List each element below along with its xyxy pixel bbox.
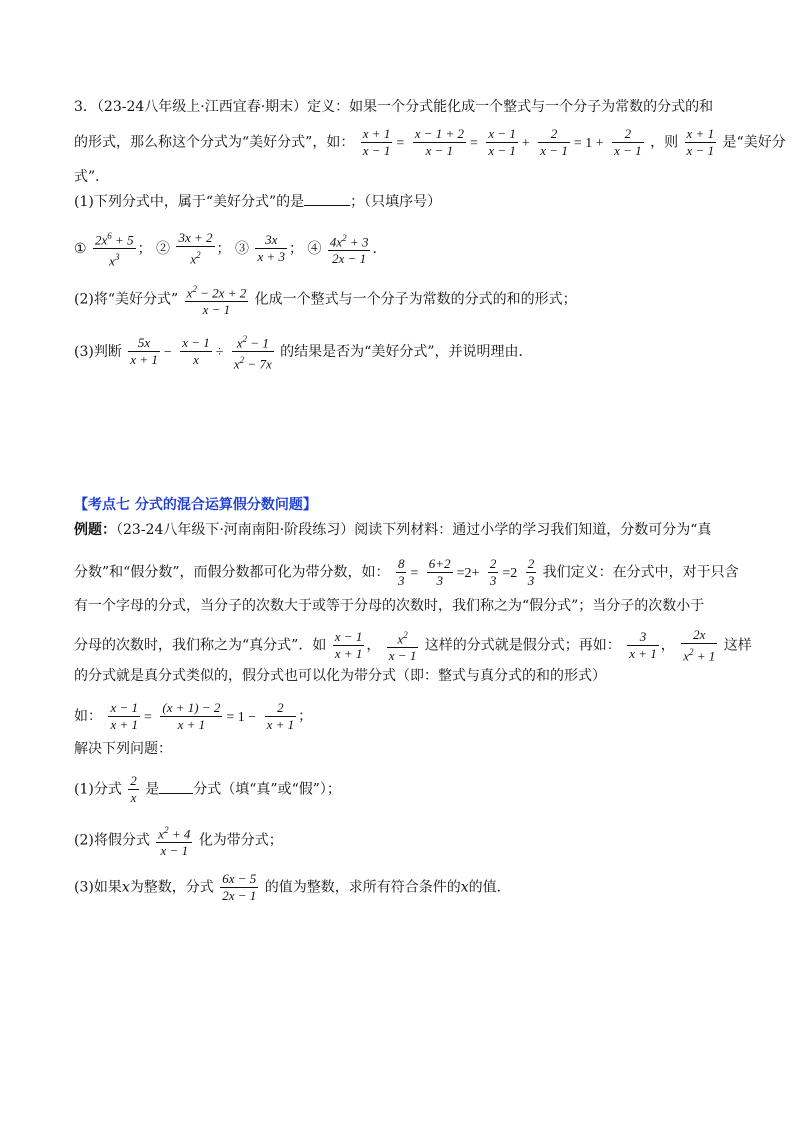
example-text: 我们定义：在分式中，对于只含 — [542, 564, 739, 581]
fraction: $\frac{2}{3}$ — [489, 556, 497, 588]
variable-x: x — [121, 879, 130, 896]
q3-part1 — [74, 193, 441, 211]
part1-text: 是 — [145, 781, 160, 798]
q3-part1-text: (1)下列分式中，属于“美好分式”的是 — [74, 194, 305, 210]
fraction: $\frac{3x}{x + 3}$ — [257, 232, 285, 265]
part3-text: (3)如果 — [74, 879, 122, 896]
example-text: ； — [298, 708, 313, 725]
fraction: $\frac{3}{x + 1}$ — [629, 629, 657, 662]
example-line6: 如： $\frac{x - 1}{x + 1}$ = $\frac{(x + 1) - 2}{x + 1}$ = 1 − $\frac{2}{x + 1}$ ； — [74, 700, 313, 732]
part3-text: 的值为整数，求所有符合条件的 — [264, 879, 461, 896]
q3-part1-text: ；（只填序号） — [350, 194, 442, 210]
q3-line2: 的形式，那么称这个分式为“美好分式”，如： $\frac{x + 1}{x - 1}$ = $\frac{x - 1 + 2}{x - 1}$ = $\frac{x - 1}{x - 1}$ + $\frac{2}{x - 1}$ = 1 + $\frac{2}{x - 1}$ ，则 $\frac{x + 1}{x - 1}$ 是“美好分 — [74, 126, 786, 158]
q3-intro: 3．（23-24八年级上·江西宜春·期末）定义：如果一个分式能化成一个整式与一个分子为常数的分式的和 — [74, 99, 714, 115]
q3-line3: 式”． — [74, 169, 110, 185]
fraction: $\frac{2}{x - 1}$ — [540, 126, 568, 158]
part2-text: 化为带分式； — [198, 832, 283, 849]
example-text: 分数”和“假分数”，而假分数都可化为带分数，如： — [74, 564, 390, 581]
fraction: $\frac{8}{3}$ — [397, 556, 405, 588]
fraction: $\frac{3x + 2}{x^2}$ — [178, 230, 213, 267]
separator: ； — [216, 240, 231, 257]
q3-line2-text: 是“美好分 — [722, 134, 786, 151]
fraction: $\frac{x^2}{x - 1}$ — [387, 627, 419, 664]
fraction: $\frac{x^2 + 4}{x - 1}$ — [156, 822, 192, 859]
part1-text: (1)分式 — [74, 781, 122, 798]
fraction: $\frac{6+2}{3}$ — [428, 556, 451, 588]
fraction: $\frac{2}{x}$ — [130, 773, 137, 805]
example-part2 — [74, 822, 283, 859]
q3-part2-text: (2)将“美好分式” — [74, 291, 179, 308]
fraction: $\frac{x^2 - 2x + 2}{x - 1}$ — [185, 281, 249, 318]
solve-label: 解决下列问题： — [74, 741, 172, 757]
q3-part2-text: 化成一个整式与一个分子为常数的分式的和的形式； — [254, 291, 577, 308]
section-heading: 【考点七 分式的混合运算假分数问题】 — [74, 497, 317, 513]
period: ． — [372, 240, 387, 257]
part3-text: 为整数，分式 — [129, 879, 214, 896]
example-part3 — [74, 871, 511, 904]
fraction: $\frac{2}{x + 1}$ — [266, 700, 295, 732]
example-text: 分母的次数时，我们称之为“真分式”．如 — [74, 637, 327, 654]
variable-x: x — [460, 879, 469, 896]
fraction: $\frac{4x^2 + 3}{2x - 1}$ — [328, 230, 371, 267]
separator: ； — [288, 240, 303, 257]
fraction: $\frac{2x^6 + 5}{x^3}$ — [93, 228, 136, 270]
q3-part3-text: (3)判断 — [74, 343, 122, 360]
q3-options — [74, 228, 386, 270]
option-marker: ③ — [234, 240, 249, 257]
option-marker: ④ — [307, 240, 322, 257]
fraction: $\frac{2}{3}$ — [527, 556, 535, 588]
example-text: 这样的分式就是假分式；再如： — [424, 637, 621, 654]
example-label: 例题： — [74, 522, 116, 538]
example-line2: 分数”和“假分数”，而假分数都可化为带分数，如： $\frac{8}{3}$ = $\frac{6+2}{3}$ =2+ $\frac{2}{3}$ =2 $\frac{2}{3}$ 我们定义：在分式中，对于只含 — [74, 556, 739, 588]
example-text: 如： — [74, 708, 102, 725]
fraction: $\frac{x^2 - 1}{x^2 - 7x}$ — [232, 331, 274, 373]
part3-text: 的值． — [468, 879, 511, 896]
fraction: $\frac{x + 1}{x - 1}$ — [686, 126, 715, 158]
q3-line2-text: ，则 — [650, 134, 679, 151]
fraction: $\frac{2}{x - 1}$ — [614, 126, 642, 158]
fraction: $\frac{5x}{x + 1}$ — [130, 335, 158, 368]
fraction: $\frac{x + 1}{x - 1}$ — [362, 126, 391, 158]
example-line3: 有一个字母的分式，当分子的次数大于或等于分母的次数时，我们称之为“假分式”；当分子的次数小于 — [74, 598, 705, 614]
example-text: （23-24八年级下·河南南阳·阶段练习）阅读下列材料：通过小学的学习我们知道，分数可分为“真 — [116, 522, 712, 538]
example-text: 这样 — [723, 637, 752, 654]
fraction: $\frac{x - 1}{x}$ — [182, 335, 210, 368]
separator: ； — [137, 240, 152, 257]
part1-text: 分式（填“真”或“假”）； — [193, 781, 341, 798]
example-part1 — [74, 773, 341, 806]
q3-line2-text: 的形式，那么称这个分式为“美好分式”，如： — [74, 134, 355, 151]
example-line1 — [74, 521, 711, 539]
fraction: $\frac{x - 1}{x + 1}$ — [334, 629, 363, 662]
fraction: $\frac{6x - 5}{2x - 1}$ — [222, 871, 257, 903]
part2-text: (2)将假分式 — [74, 832, 150, 849]
answer-blank[interactable] — [159, 793, 193, 794]
q3-part3: (3)判断 $\frac{5x}{x + 1}$ − $\frac{x - 1}{x}$ ÷ $\frac{x^2 - 1}{x^2 - 7x}$ 的结果是否为“美好分式”，并说明理由． — [74, 331, 533, 373]
fraction: $\frac{x - 1}{x - 1}$ — [488, 126, 516, 158]
answer-blank[interactable] — [304, 205, 350, 206]
q3-part2 — [74, 281, 577, 318]
option-marker: ① — [74, 240, 87, 257]
fraction: $\frac{(x + 1) - 2}{x + 1}$ — [162, 700, 221, 732]
fraction: $\frac{2x}{x^2 + 1}$ — [683, 627, 716, 664]
q3-part3-text: 的结果是否为“美好分式”，并说明理由． — [280, 343, 533, 360]
fraction: $\frac{x - 1}{x + 1}$ — [110, 700, 138, 732]
fraction: $\frac{x - 1 + 2}{x - 1}$ — [414, 126, 465, 158]
option-marker: ② — [156, 240, 171, 257]
example-line5: 的分式就是真分式类似的，假分式也可以化为带分式（即：整式与真分式的和的形式） — [74, 668, 606, 684]
example-line4: 分母的次数时，我们称之为“真分式”．如 $\frac{x - 1}{x + 1}$ ， $\frac{x^2}{x - 1}$ 这样的分式就是假分式；再如： $\frac{3}{x + 1}$ ， $\frac{2x}{x^2 + 1}$ 这样 — [74, 627, 752, 664]
